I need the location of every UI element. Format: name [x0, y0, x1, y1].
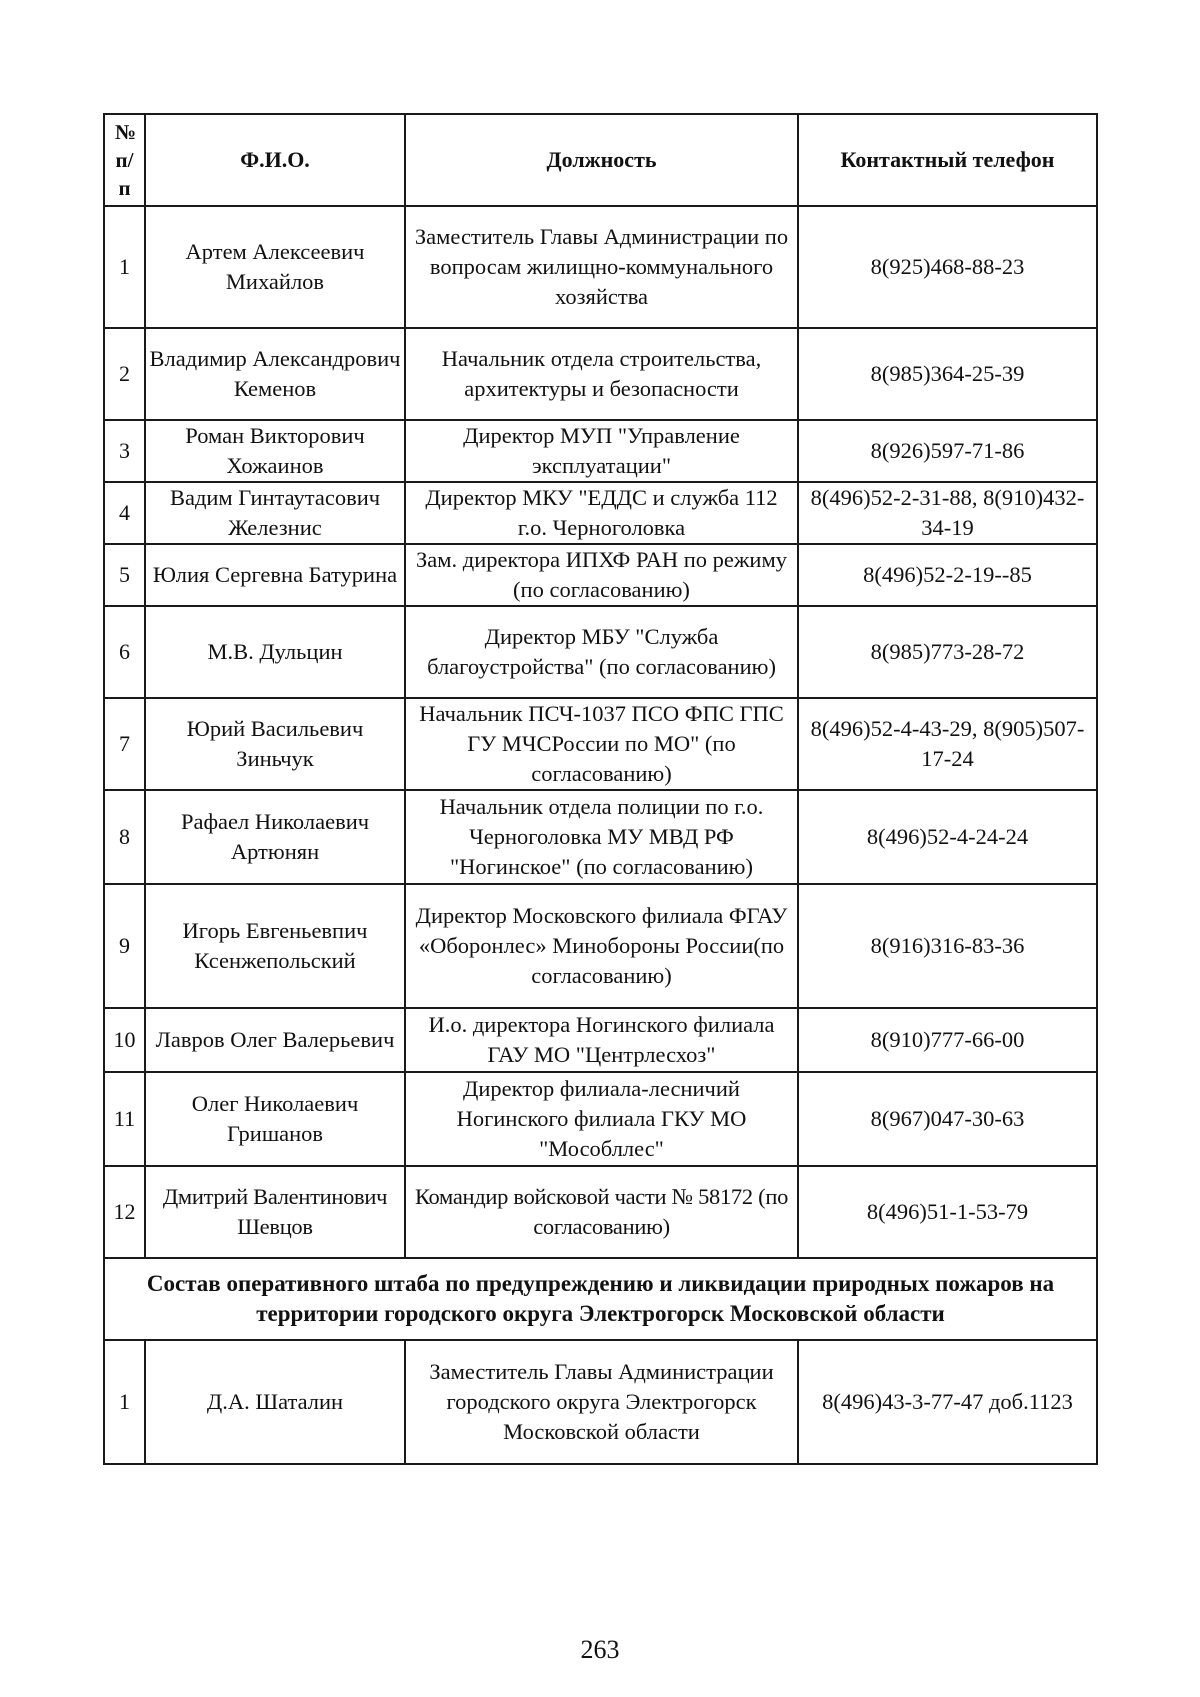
row-num: 1 [104, 206, 145, 328]
row-position: Директор МУП "Управление эксплуатации" [405, 420, 798, 482]
table-row [104, 420, 1097, 482]
section-title: Состав оперативного штаба по предупреждению и ликвидации природных пожаров на территории городского округа Электрогорск Московской области [104, 1258, 1097, 1340]
row-phone: 8(926)597-71-86 [798, 420, 1097, 482]
row-num: 9 [104, 884, 145, 1008]
row-fio: Игорь Евгеньевпич Ксенжепольский [145, 884, 405, 1008]
row-num: 10 [104, 1008, 145, 1072]
row-phone: 8(496)52-2-19--85 [798, 544, 1097, 606]
row-num: 8 [104, 790, 145, 884]
row-num: 4 [104, 482, 145, 544]
row-num: 5 [104, 544, 145, 606]
table-header-row [104, 114, 1097, 206]
row-num: 3 [104, 420, 145, 482]
row-position: Директор МБУ "Служба благоустройства" (по согласованию) [405, 606, 798, 698]
row-fio: Роман Викторович Хожаинов [145, 420, 405, 482]
row-fio: Лавров Олег Валерьевич [145, 1008, 405, 1072]
row-phone: 8(496)43-3-77-47 доб.1123 [798, 1340, 1097, 1464]
row-fio: Д.А. Шаталин [145, 1340, 405, 1464]
header-num: № п/ п [104, 114, 145, 206]
table-row [104, 606, 1097, 698]
row-position: Начальник отдела строительства, архитектуры и безопасности [405, 328, 798, 420]
table-row [104, 328, 1097, 420]
row-num: 1 [104, 1340, 145, 1464]
row-num: 2 [104, 328, 145, 420]
row-phone: 8(496)52-4-24-24 [798, 790, 1097, 884]
table-row [104, 790, 1097, 884]
row-position: Заместитель Главы Администрации городского округа Электрогорск Московской области [405, 1340, 798, 1464]
row-position: Директор МКУ "ЕДДС и служба 112 г.о. Черноголовка [405, 482, 798, 544]
table-row [104, 1072, 1097, 1166]
row-num: 6 [104, 606, 145, 698]
row-fio: Артем Алексеевич Михайлов [145, 206, 405, 328]
row-fio: Вадим Гинтаутасович Железнис [145, 482, 405, 544]
row-phone: 8(925)468-88-23 [798, 206, 1097, 328]
table-row [104, 1166, 1097, 1258]
table-row [104, 884, 1097, 1008]
row-fio: Юрий Васильевич Зиньчук [145, 698, 405, 790]
table-row [104, 544, 1097, 606]
row-phone: 8(985)773-28-72 [798, 606, 1097, 698]
row-fio: Юлия Сергевна Батурина [145, 544, 405, 606]
row-num: 7 [104, 698, 145, 790]
row-fio: Владимир Александрович Кеменов [145, 328, 405, 420]
header-position: Должность [405, 114, 798, 206]
row-num: 11 [104, 1072, 145, 1166]
row-position: И.о. директора Ногинского филиала ГАУ МО "Центрлесхоз" [405, 1008, 798, 1072]
row-phone: 8(916)316-83-36 [798, 884, 1097, 1008]
row-fio: М.В. Дульцин [145, 606, 405, 698]
row-position: Начальник отдела полиции по г.о. Черноголовка МУ МВД РФ "Ногинское" (по согласованию) [405, 790, 798, 884]
row-fio: Олег Николаевич Гришанов [145, 1072, 405, 1166]
row-position: Командир войсковой части № 58172 (по согласованию) [405, 1166, 798, 1258]
row-phone: 8(496)51-1-53-79 [798, 1166, 1097, 1258]
row-position: Начальник ПСЧ-1037 ПСО ФПС ГПС ГУ МЧСРоссии по МО" (по согласованию) [405, 698, 798, 790]
row-fio: Рафаел Николаевич Артюнян [145, 790, 405, 884]
row-phone: 8(496)52-4-43-29, 8(905)507-17-24 [798, 698, 1097, 790]
row-position: Зам. директора ИПХФ РАН по режиму (по согласованию) [405, 544, 798, 606]
row-position: Директор Московского филиала ФГАУ «Оборонлес» Минобороны России(по согласованию) [405, 884, 798, 1008]
table-row [104, 1008, 1097, 1072]
header-phone: Контактный телефон [798, 114, 1097, 206]
header-fio: Ф.И.О. [145, 114, 405, 206]
row-position: Директор филиала-лесничий Ногинского филиала ГКУ МО "Мособллес" [405, 1072, 798, 1166]
section-row [104, 1258, 1097, 1340]
table-row [104, 1340, 1097, 1464]
table-row [104, 482, 1097, 544]
table-row [104, 698, 1097, 790]
row-phone: 8(985)364-25-39 [798, 328, 1097, 420]
row-position: Заместитель Главы Администрации по вопросам жилищно-коммунального хозяйства [405, 206, 798, 328]
row-phone: 8(910)777-66-00 [798, 1008, 1097, 1072]
contacts-table [103, 113, 1098, 1465]
row-phone: 8(496)52-2-31-88, 8(910)432-34-19 [798, 482, 1097, 544]
row-phone: 8(967)047-30-63 [798, 1072, 1097, 1166]
row-fio: Дмитрий Валентинович Шевцов [145, 1166, 405, 1258]
row-num: 12 [104, 1166, 145, 1258]
table-row [104, 206, 1097, 328]
page-number: 263 [580, 1635, 620, 1664]
